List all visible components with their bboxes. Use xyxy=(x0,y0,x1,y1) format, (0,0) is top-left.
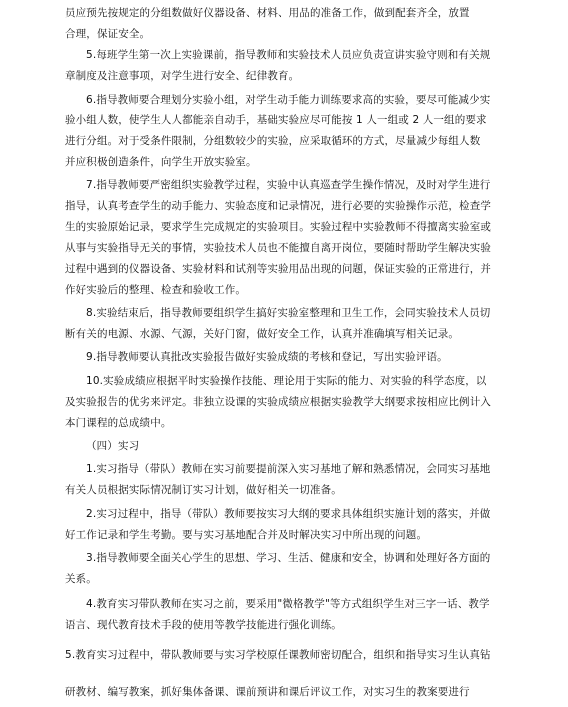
text-line: 关系。 xyxy=(65,573,97,585)
text-line: 7.指导教师要严密组织实验教学过程，实验中认真巡查学生操作情况，及时对学生进行 xyxy=(86,179,491,191)
text-line: 验小组人数，使学生人人都能亲自动手，基础实验应尽可能按 1 人一组或 2 人一组的要求 xyxy=(65,114,487,126)
text-line: 6.指导教师要合理划分实验小组，对学生动手能力训练要求高的实验，要尽可能减少实 xyxy=(86,94,491,106)
section-heading: （四）实习 xyxy=(86,440,140,452)
text-line: 1.实习指导（带队）教师在实习前要提前深入实习基地了解和熟悉情况，会同实习基地 xyxy=(86,463,491,475)
text-line: 5.每班学生第一次上实验课前，指导教师和实验技术人员应负责宣讲实验守则和有关规 xyxy=(86,49,491,61)
text-line: 本门课程的总成绩中。 xyxy=(65,417,172,429)
text-line: 断有关的电源、水源、气源，关好门窗，做好安全工作，认真并准确填写相关记录。 xyxy=(65,328,460,340)
text-line: 从事与实验指导无关的事情，实验技术人员也不能擅自离开岗位，要随时帮助学生解决实验 xyxy=(65,242,491,254)
text-line: 合理，保证安全。 xyxy=(65,28,151,40)
text-line: 3.指导教师要全面关心学生的思想、学习、生活、健康和安全，协调和处理好各方面的 xyxy=(86,552,491,564)
text-line: 员应预先按规定的分组数做好仪器设备、材料、用品的准备工作，做到配套齐全，放置 xyxy=(65,7,470,19)
text-line: 语言、现代教育技术手段的使用等教学技能进行强化训练。 xyxy=(65,619,342,631)
text-line: 并应积极创造条件，向学生开放实验室。 xyxy=(65,156,257,168)
text-line: 及实验报告的优劣来评定。非独立设课的实验成绩应根据实验教学大纲要求按相应比例计入 xyxy=(65,396,491,408)
text-line: 过程中遇到的仪器设备、实验材料和试剂等实验用品出现的问题，保证实验的正常进行，并 xyxy=(65,263,491,275)
text-line: 2.实习过程中，指导（带队）教师要按实习大纲的要求具体组织实施计划的落实，并做 xyxy=(86,508,491,520)
text-line: 4.教育实习带队教师在实习之前，要采用"微格教学"等方式组织学生对三字一话、教学 xyxy=(86,598,490,610)
text-line: 好工作记录和学生考勤。要与实习基地配合并及时解决实习中所出现的问题。 xyxy=(65,529,428,541)
text-line: 10.实验成绩应根据平时实验操作技能、理论用于实际的能力、对实验的科学态度，以 xyxy=(86,375,487,387)
text-line: 有关人员根据实际情况制订实习计划，做好相关一切准备。 xyxy=(65,484,342,496)
text-line: 章制度及注意事项，对学生进行安全、纪律教育。 xyxy=(65,70,300,82)
text-line: 进行分组。对于受条件限制，分组数较少的实验，应采取循环的方式，尽量减少每组人数 xyxy=(65,135,481,147)
text-line: 8.实验结束后，指导教师要组织学生搞好实验室整理和卫生工作，会同实验技术人员切 xyxy=(86,307,491,319)
text-line: 5.教育实习过程中，带队教师要与实习学校原任课教师密切配合，组织和指导实习生认真钻 xyxy=(65,649,491,661)
text-line: 研教材、编写教案，抓好集体备课、课前预讲和课后评议工作，对实习生的教案要进行 xyxy=(65,686,470,698)
text-line: 生的实验原始记录，要求学生完成规定的实验项目。实验过程中实验教师不得擅离实验室或 xyxy=(65,221,491,233)
text-line: 指导，认真考查学生的动手能力、实验态度和记录情况，进行必要的实验操作示范，检查学 xyxy=(65,200,491,212)
text-line: 9.指导教师要认真批改实验报告做好实验成绩的考核和登记，写出实验评语。 xyxy=(86,351,448,363)
text-line: 作好实验后的整理、检查和验收工作。 xyxy=(65,284,247,296)
